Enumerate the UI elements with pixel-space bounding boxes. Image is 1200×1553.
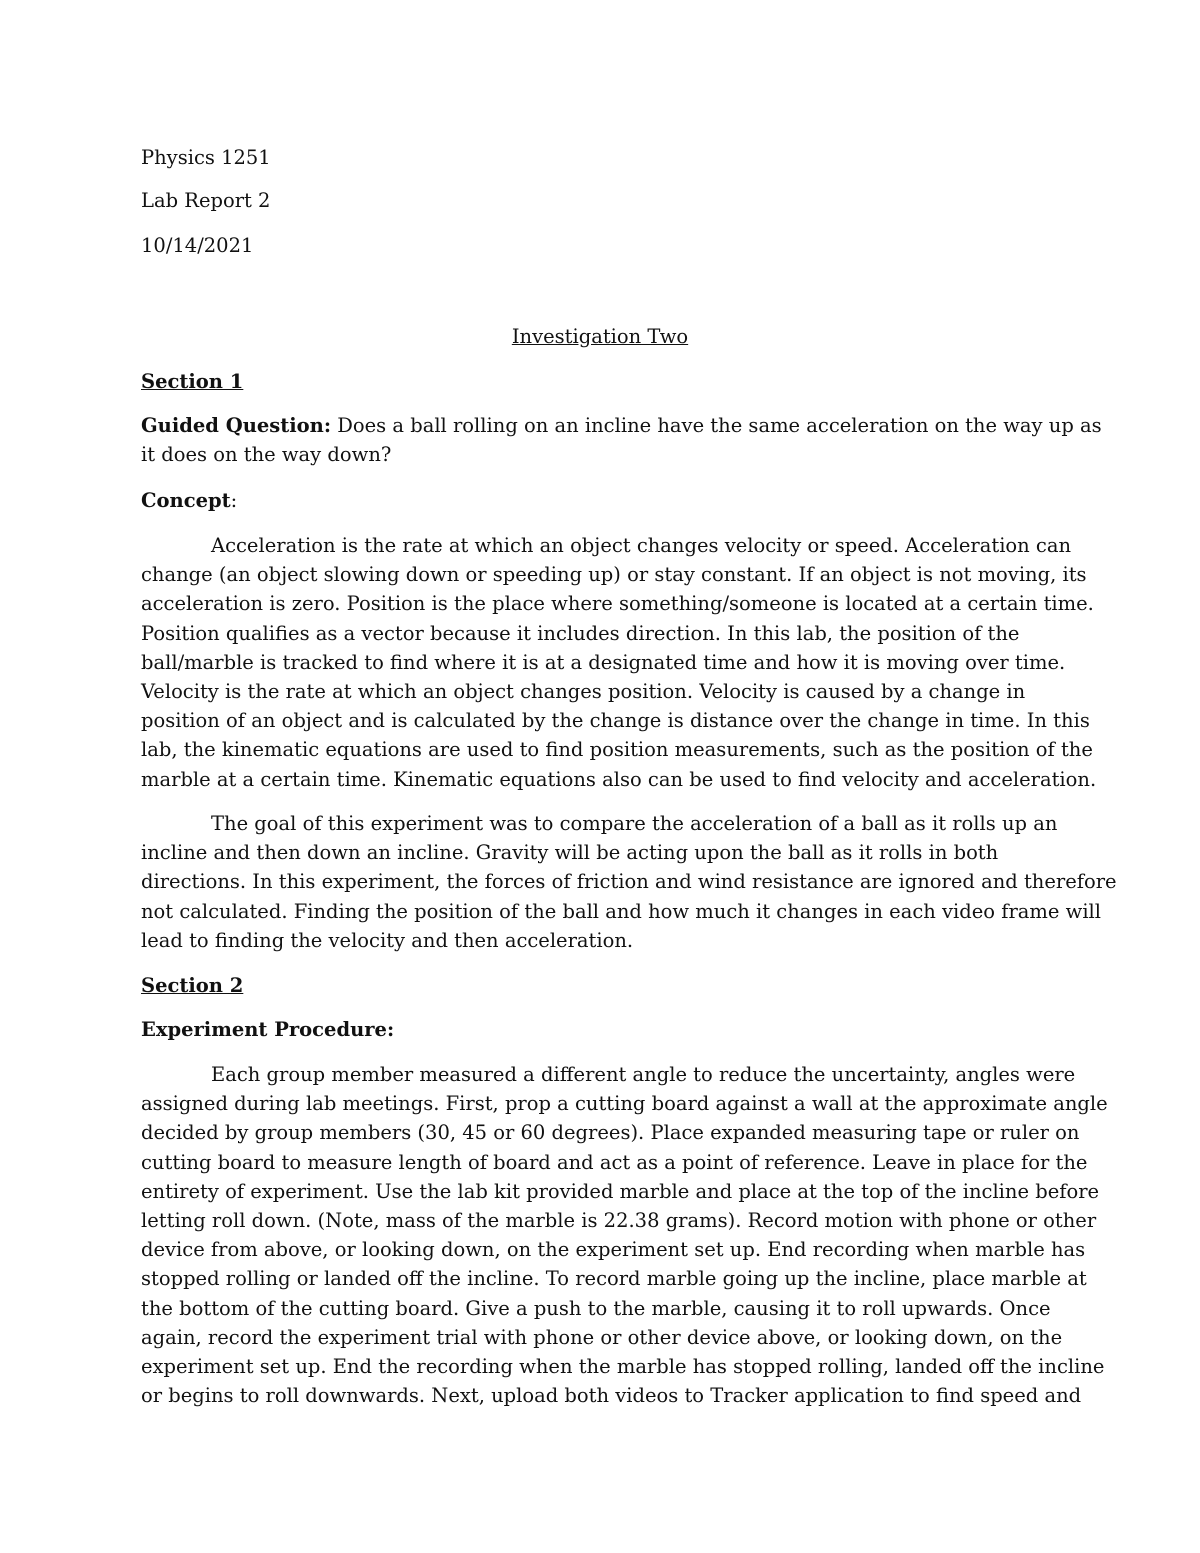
guided-question-line-1 — [141, 411, 1102, 440]
course-name: Physics 1251 — [141, 146, 271, 169]
paragraph-line: entirety of experiment. Use the lab kit provided marble and place at the top of the incline before — [141, 1179, 1100, 1203]
concept-label: Concept — [141, 489, 231, 512]
section1-heading — [141, 367, 1066, 396]
paragraph-line: again, record the experiment trial with phone or other device above, or looking down, on the — [141, 1325, 1063, 1349]
paragraph-line: stopped rolling or landed off the incline. To record marble going up the incline, place marble at — [141, 1267, 1087, 1291]
paragraph-line: or begins to roll downwards. Next, upload both videos to Tracker application to find speed and — [141, 1384, 1082, 1408]
paragraph-line: ball/marble is tracked to find where it is at a designated time and how it is moving over time. — [141, 650, 1066, 674]
concept-heading — [141, 486, 1066, 515]
section2-heading — [141, 971, 1066, 1000]
section1-heading-text: Section 1 — [141, 370, 244, 393]
guided-question-text: Does a ball rolling on an incline have the same acceleration on the way up as — [331, 414, 1102, 437]
paragraph-line: incline and then down an incline. Gravity will be acting upon the ball as it rolls in both — [141, 841, 999, 865]
report-date: 10/14/2021 — [141, 234, 254, 257]
paragraph-line: cutting board to measure length of board and act as a point of reference. Leave in place for the — [141, 1150, 1088, 1174]
document-title: Investigation Two — [511, 325, 689, 348]
paragraph-line: assigned during lab meetings. First, prop a cutting board against a wall at the approximate angle — [141, 1092, 1108, 1116]
paragraph-line: marble at a certain time. Kinematic equations also can be used to find velocity and acceleration. — [141, 767, 1097, 791]
procedure-heading — [141, 1015, 1066, 1044]
paragraph-line: Each group member measured a different angle to reduce the uncertainty, angles were — [211, 1063, 1076, 1086]
procedure-label: Experiment Procedure: — [141, 1018, 395, 1041]
concept-paragraph-2 — [141, 809, 1117, 955]
paragraph-line: The goal of this experiment was to compare the acceleration of a ball as it rolls up an — [211, 812, 1058, 835]
procedure-paragraph — [141, 1060, 1108, 1410]
paragraph-line: Velocity is the rate at which an object changes position. Velocity is caused by a change in — [141, 680, 1026, 704]
paragraph-line: position of an object and is calculated by the change is distance over the change in time. In this — [141, 709, 1090, 733]
paragraph-line: not calculated. Finding the position of the ball and how much it changes in each video frame will — [141, 899, 1102, 923]
paragraph-line: experiment set up. End the recording when the marble has stopped rolling, landed off the incline — [141, 1355, 1105, 1379]
paragraph-line: lead to finding the velocity and then acceleration. — [141, 928, 634, 952]
paragraph-line: Position qualifies as a vector because it includes direction. In this lab, the position of the — [141, 621, 1020, 645]
paragraph-line: the bottom of the cutting board. Give a push to the marble, causing it to roll upwards. Once — [141, 1296, 1051, 1320]
guided-question-line-2: it does on the way down? — [141, 443, 392, 467]
paragraph-line: Acceleration is the rate at which an object changes velocity or speed. Acceleration can — [211, 534, 1072, 557]
paragraph — [141, 531, 1097, 794]
paragraph-line: lab, the kinematic equations are used to find position measurements, such as the position of the — [141, 738, 1093, 762]
paragraph-line: device from above, or looking down, on the experiment set up. End recording when marble has — [141, 1238, 1086, 1262]
paragraph-line: decided by group members (30, 45 or 60 degrees). Place expanded measuring tape or ruler on — [141, 1121, 1080, 1145]
section2-heading-text: Section 2 — [141, 974, 244, 997]
guided-question-label: Guided Question: — [141, 414, 332, 437]
paragraph-line: letting roll down. (Note, mass of the marble is 22.38 grams). Record motion with phone or other — [141, 1209, 1097, 1233]
paragraph-line: directions. In this experiment, the forces of friction and wind resistance are ignored and therefore — [141, 870, 1117, 894]
concept-colon: : — [230, 489, 238, 512]
guided-question — [141, 411, 1102, 469]
paragraph-line: acceleration is zero. Position is the place where something/someone is located at a certain time. — [141, 592, 1094, 616]
report-number: Lab Report 2 — [141, 189, 271, 212]
paragraph-line: change (an object slowing down or speeding up) or stay constant. If an object is not moving, its — [141, 563, 1087, 587]
paragraph — [141, 809, 1117, 955]
concept-paragraph-1 — [141, 531, 1097, 794]
paragraph — [141, 1060, 1108, 1410]
